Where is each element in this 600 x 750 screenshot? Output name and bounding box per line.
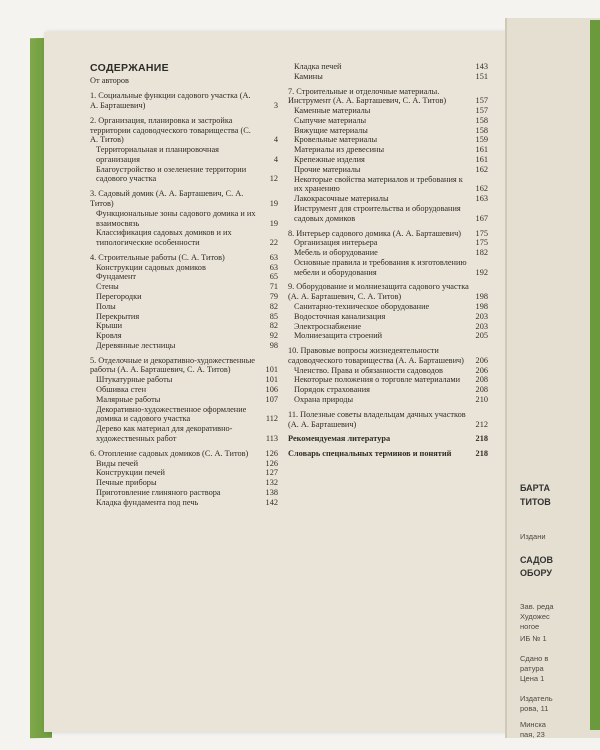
toc-entry-title: Штукатурные работы xyxy=(96,375,173,385)
toc-entry xyxy=(288,62,488,72)
toc-entry-page: 82 xyxy=(269,301,278,311)
toc-entry-page: 192 xyxy=(475,267,488,277)
toc-entry-page: 151 xyxy=(475,71,488,81)
toc-entry-title: 8. Интерьер садового домика (А. А. Барташевич) xyxy=(288,228,462,238)
right-page-line: Художес xyxy=(520,612,550,621)
toc-entry-title: Конструкции печей xyxy=(96,468,165,478)
toc-entry-title: Некоторые положения о торговле материалами xyxy=(294,375,461,385)
toc-entry xyxy=(288,229,488,239)
toc-entry xyxy=(288,126,488,136)
toc-entry-title: Печные приборы xyxy=(96,478,157,488)
right-page-line: ратура xyxy=(520,664,544,673)
toc-entry-page: 163 xyxy=(475,194,488,204)
toc-entry-page: 19 xyxy=(269,218,278,228)
toc-entry-page: 4 xyxy=(273,154,278,164)
toc-entry-title: Камины xyxy=(294,71,323,81)
toc-entry xyxy=(288,238,488,248)
toc-entry-title: Электроснабжение xyxy=(294,321,362,331)
toc-entry-page: 162 xyxy=(475,164,488,174)
toc-entry xyxy=(90,209,278,229)
toc-entry-title: Рекомендуемая литература xyxy=(288,434,391,444)
toc-entry-page: 82 xyxy=(269,321,278,331)
toc-entry-page: 143 xyxy=(475,62,488,71)
toc-entry xyxy=(90,341,278,351)
toc-entry-title: 11. Полезные советы владельцам дачных участков (А. А. Барташевич) xyxy=(288,409,466,429)
toc-entry-title: Некоторые свойства материалов и требования к их хранению xyxy=(294,174,463,194)
toc-entry xyxy=(90,468,278,478)
toc-entry-title: Перекрытия xyxy=(96,311,140,321)
toc-entry-page: 206 xyxy=(475,365,488,375)
right-page-line: пая, 23 xyxy=(520,730,545,739)
toc-entry-page: 206 xyxy=(475,355,488,365)
toc-entry xyxy=(288,449,488,459)
toc-entry-page: 205 xyxy=(475,331,488,341)
toc-entry-title: Благоустройство и озеленение территории садового участка xyxy=(96,164,247,184)
toc-entry xyxy=(288,165,488,175)
toc-entry-page: 157 xyxy=(475,106,488,116)
right-page-line: рова, 11 xyxy=(520,704,549,713)
toc-entry-page: 198 xyxy=(475,292,488,302)
toc-entry xyxy=(90,263,278,273)
toc-entry xyxy=(90,76,278,86)
toc-entry-page: 138 xyxy=(265,487,278,497)
toc-entry-title: Водосточная канализация xyxy=(294,311,386,321)
toc-entry-page: 182 xyxy=(475,248,488,258)
toc-entry-title: Функциональные зоны садового домика и их взаимосвязь xyxy=(96,208,256,228)
toc-entry-page: 142 xyxy=(265,497,278,507)
right-page-line: Цена 1 xyxy=(520,674,545,683)
toc-entry-page: 22 xyxy=(269,238,278,248)
toc-entry xyxy=(288,346,488,366)
toc-entry-title: 3. Садовый домик (А. А. Барташевич, С. А. Титов) xyxy=(90,189,244,208)
toc-entry-title: 9. Оборудование и молниезащита садового участка (А. А. Барташевич, С. А. Титов) xyxy=(288,282,469,302)
toc-entry-page: 132 xyxy=(265,478,278,488)
toc-entry-page: 162 xyxy=(475,184,488,194)
toc-entry-title: Вяжущие материалы xyxy=(294,125,368,135)
right-page-line: Издани xyxy=(520,532,546,541)
toc-entry xyxy=(288,194,488,204)
toc-entry-title: Словарь специальных терминов и понятий xyxy=(288,449,452,459)
toc-entry-title: Основные правила и требования к изготовлению мебели и оборудования xyxy=(294,257,467,277)
toc-entry xyxy=(288,204,488,224)
toc-entry-title: Деревянные лестницы xyxy=(96,340,176,350)
toc-entry-title: 7. Строительные и отделочные материалы. Инструмент (А. А. Барташевич, С. А. Титов) xyxy=(288,86,447,106)
toc-entry-page: 158 xyxy=(475,125,488,135)
toc-entry-page: 167 xyxy=(475,213,488,223)
toc-entry xyxy=(90,272,278,282)
toc-entry-page: 113 xyxy=(265,433,278,443)
toc-entry-title: Организация интерьера xyxy=(294,238,378,248)
toc-entry-page: 161 xyxy=(475,145,488,155)
right-page-line: Минска xyxy=(520,720,546,729)
toc-entry-title: Крепежные изделия xyxy=(294,155,365,165)
toc-entry xyxy=(288,106,488,116)
toc-entry-title: Крыши xyxy=(96,321,123,331)
toc-entry-page: 158 xyxy=(475,115,488,125)
toc-entry-title: Территориальная и планировочная организация xyxy=(96,145,219,164)
toc-entry-page: 127 xyxy=(265,468,278,478)
toc-entry-title: Сыпучие материалы xyxy=(294,115,367,125)
toc-entry-page: 12 xyxy=(269,174,278,184)
toc-entry-title: Кровельные материалы xyxy=(294,135,378,145)
toc-entry-title: Виды печей xyxy=(96,458,139,468)
toc-entry xyxy=(90,395,278,405)
toc-entry xyxy=(288,302,488,312)
toc-entry xyxy=(90,488,278,498)
toc-entry-title: Обшивка стен xyxy=(96,385,147,395)
toc-entry xyxy=(90,253,278,263)
right-cover-edge xyxy=(590,20,600,730)
right-page-line: Зав. реда xyxy=(520,602,554,611)
toc-entry-page: 161 xyxy=(475,155,488,165)
toc-entry-page: 4 xyxy=(273,135,278,145)
toc-entry-title: 4. Строительные работы (С. А. Титов) xyxy=(90,252,225,262)
right-page-line: ногое xyxy=(520,622,540,631)
toc-column-left xyxy=(90,62,278,507)
toc-entry xyxy=(90,459,278,469)
toc-entry-page: 71 xyxy=(269,282,278,292)
toc-entry xyxy=(90,282,278,292)
toc-entry-title: Материалы из древесины xyxy=(294,145,385,155)
toc-entry-page: 63 xyxy=(269,262,278,272)
toc-entry xyxy=(90,498,278,508)
toc-entry xyxy=(288,322,488,332)
toc-entry xyxy=(90,189,278,209)
toc-entry xyxy=(90,228,278,248)
toc-entry xyxy=(288,312,488,322)
toc-entry-title: Санитарно-техническое оборудование xyxy=(294,301,430,311)
table-of-contents xyxy=(90,62,490,562)
toc-entry xyxy=(288,135,488,145)
toc-entry-title: Полы xyxy=(96,301,116,311)
toc-entry-page: 92 xyxy=(269,331,278,341)
toc-entry xyxy=(90,375,278,385)
toc-entry xyxy=(90,356,278,376)
toc-entry-title: 6. Отопление садовых домиков (С. А. Титов) xyxy=(90,448,249,458)
toc-entry-title: 1. Социальные функции садового участка (А. А. Барташевич) xyxy=(90,91,251,110)
toc-entry xyxy=(90,331,278,341)
toc-entry-page: 210 xyxy=(475,395,488,404)
toc-entry xyxy=(288,87,488,107)
toc-entry-title: От авторов xyxy=(90,76,129,86)
toc-entry xyxy=(90,312,278,322)
toc-entry xyxy=(288,395,488,405)
toc-entry-title: 2. Организация, планировка и застройка территории садоводческого товарищества (С. А. Титов) xyxy=(90,115,251,145)
toc-entry-page: 218 xyxy=(475,434,488,444)
toc-entry-title: Мебель и оборудование xyxy=(294,248,378,258)
toc-entry xyxy=(288,175,488,195)
toc-entry-page: 3 xyxy=(273,100,278,110)
toc-entry-title: Приготовление глиняного раствора xyxy=(96,487,221,497)
right-page-line: ТИТОВ xyxy=(520,497,551,507)
toc-entry-title: Молниезащита строений xyxy=(294,331,383,341)
toc-entry-title: Классификация садовых домиков и их типологические особенности xyxy=(96,228,232,248)
toc-entry xyxy=(90,478,278,488)
toc-entry-title: Членство. Права и обязанности садоводов xyxy=(294,365,443,375)
right-page-line: БАРТА xyxy=(520,483,550,493)
toc-entry-page: 159 xyxy=(475,135,488,145)
toc-entry xyxy=(288,366,488,376)
toc-entry-page: 208 xyxy=(475,385,488,395)
toc-entry-title: Кровля xyxy=(96,331,122,341)
toc-entry-title: Кладка печей xyxy=(294,62,342,71)
toc-entry-page: 65 xyxy=(269,272,278,282)
toc-entry-page: 79 xyxy=(269,292,278,301)
toc-entry xyxy=(288,248,488,258)
toc-entry xyxy=(288,434,488,444)
toc-entry-title: Лакокрасочные материалы xyxy=(294,194,389,204)
toc-entry-page: 175 xyxy=(475,228,488,238)
toc-entry-title: Перегородки xyxy=(96,292,142,301)
toc-entry xyxy=(90,165,278,185)
toc-entry-title: Фундамент xyxy=(96,272,137,282)
toc-entry-page: 107 xyxy=(265,394,278,404)
toc-entry-title: Декоративно-художественное оформление домика и садового участка xyxy=(96,404,247,424)
toc-entry-page: 175 xyxy=(475,238,488,248)
toc-entry-title: Инструмент для строительства и оборудования садовых домиков xyxy=(294,203,461,223)
toc-entry xyxy=(90,321,278,331)
toc-entry-page: 203 xyxy=(475,311,488,321)
toc-entry xyxy=(288,375,488,385)
toc-entry xyxy=(90,116,278,145)
toc-entry-page: 218 xyxy=(475,449,488,459)
right-page-line: ОБОРУ xyxy=(520,568,552,578)
toc-entry xyxy=(288,145,488,155)
right-page-line: ИБ № 1 xyxy=(520,634,547,643)
toc-entry xyxy=(90,292,278,302)
toc-entry-title: Порядок страхования xyxy=(294,385,370,395)
toc-entry-page: 101 xyxy=(265,365,278,375)
toc-entry-title: Охрана природы xyxy=(294,395,354,404)
toc-entry-title: 5. Отделочные и декоративно-художественные работы (А. А. Барташевич, С. А. Титов) xyxy=(90,355,255,375)
toc-entry xyxy=(288,410,488,430)
toc-entry-page: 101 xyxy=(265,375,278,385)
toc-entry-title: Каменные материалы xyxy=(294,106,371,116)
toc-entry-page: 106 xyxy=(265,385,278,395)
toc-entry xyxy=(90,405,278,425)
toc-entry-page: 208 xyxy=(475,375,488,385)
toc-entry-page: 203 xyxy=(475,321,488,331)
toc-entry-page: 19 xyxy=(269,198,278,208)
toc-entry-page: 98 xyxy=(269,340,278,350)
right-page-line: Издатель xyxy=(520,694,553,703)
toc-entry-title: Малярные работы xyxy=(96,394,161,404)
toc-entry-title: Прочие материалы xyxy=(294,164,361,174)
toc-entry xyxy=(288,282,488,302)
toc-entry xyxy=(288,155,488,165)
toc-entry xyxy=(288,331,488,341)
toc-entry-title: Дерево как материал для декоративно-художественных работ xyxy=(96,424,233,443)
toc-entry-page: 198 xyxy=(475,301,488,311)
toc-entry-page: 157 xyxy=(475,96,488,106)
toc-entry xyxy=(90,145,278,165)
toc-entry-page: 212 xyxy=(475,419,488,429)
right-page-line: САДОВ xyxy=(520,555,554,565)
toc-entry xyxy=(90,302,278,312)
toc-entry-title: Кладка фундамента под печь xyxy=(96,497,199,507)
toc-entry xyxy=(90,91,278,111)
toc-entry xyxy=(90,385,278,395)
right-page-line: Сдано в xyxy=(520,654,549,663)
toc-entry-page: 85 xyxy=(269,311,278,321)
toc-entry xyxy=(288,385,488,395)
toc-entry xyxy=(288,116,488,126)
toc-entry-page: 63 xyxy=(269,252,278,262)
toc-column-right xyxy=(288,62,488,459)
toc-entry-page: 126 xyxy=(265,458,278,468)
toc-entry-title: Стены xyxy=(96,282,119,292)
toc-entry-page: 112 xyxy=(265,414,278,424)
toc-entry xyxy=(288,258,488,278)
toc-entry xyxy=(90,424,278,444)
toc-entry xyxy=(288,72,488,82)
toc-entry xyxy=(90,449,278,459)
toc-entry-page: 126 xyxy=(265,448,278,458)
toc-entry-title: 10. Правовые вопросы жизнедеятельности садоводческого товарищества (А. А. Барташевич) xyxy=(288,346,464,365)
toc-title: СОДЕРЖАНИЕ xyxy=(90,62,169,74)
toc-entry-title: Конструкции садовых домиков xyxy=(96,262,206,272)
